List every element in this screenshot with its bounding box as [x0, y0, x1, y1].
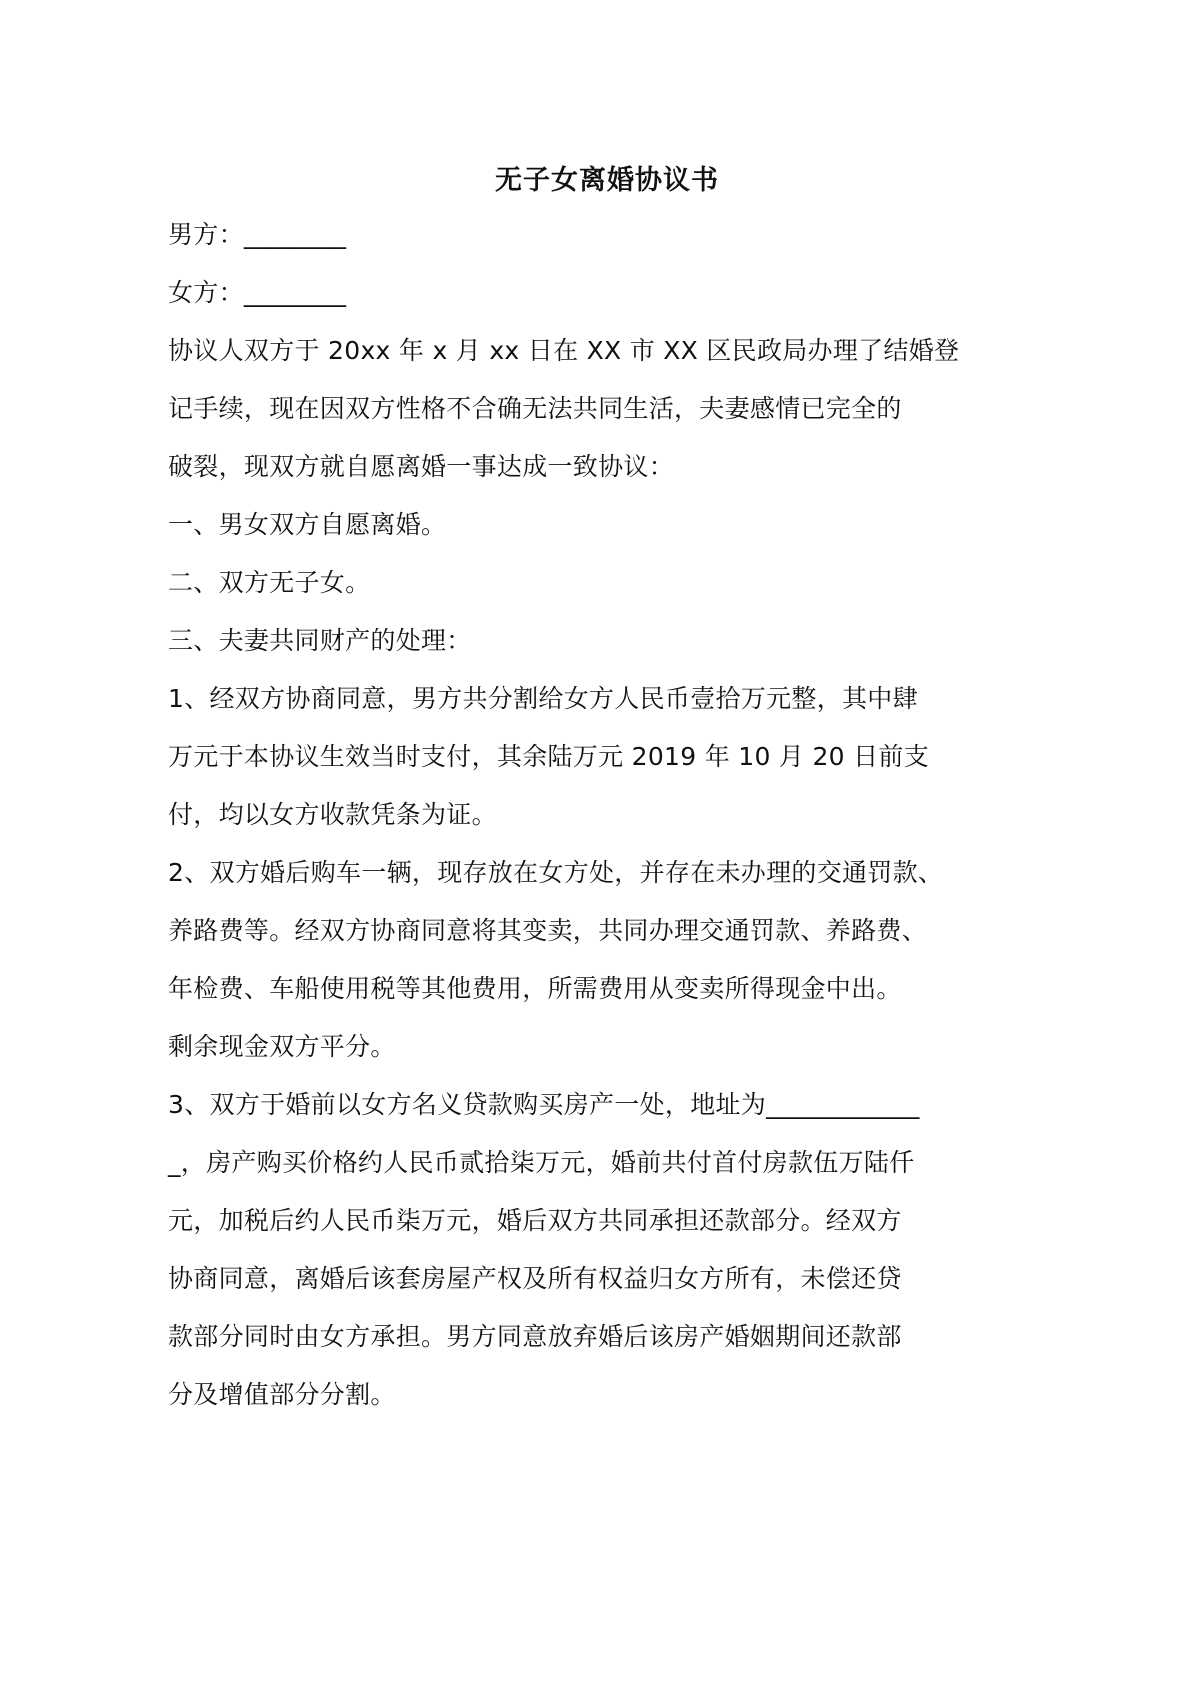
text-line: 万元于本协议生效当时支付，其余陆万元 2019 年 10 月 20 日前支: [168, 742, 930, 771]
text-line: 男方：________: [168, 220, 347, 249]
text-line: 破裂，现双方就自愿离婚一事达成一致协议：: [168, 452, 675, 481]
text-line: 付，均以女方收款凭条为证。: [168, 800, 497, 829]
text-line: 分及增值部分分割。: [168, 1380, 396, 1409]
text-line: 2、双方婚后购车一辆，现存放在女方处，并存在未办理的交通罚款、: [168, 858, 944, 887]
document-title: 无子女离婚协议书: [495, 165, 719, 196]
text-line: 款部分同时由女方承担。男方同意放弃婚后该房产婚姻期间还款部: [168, 1322, 902, 1351]
text-line: 协议人双方于 20xx 年 x 月 xx 日在 XX 市 XX 区民政局办理了结婚登: [168, 336, 960, 365]
text-line: 女方：________: [168, 278, 347, 307]
text-line: 二、双方无子女。: [168, 568, 371, 597]
text-line: _，房产购买价格约人民币贰拾柒万元，婚前共付首付房款伍万陆仟: [168, 1148, 915, 1177]
text-line: 剩余现金双方平分。: [168, 1032, 396, 1061]
text-line: 元，加税后约人民币柒万元，婚后双方共同承担还款部分。经双方: [168, 1206, 902, 1235]
text-line: 年检费、车船使用税等其他费用，所需费用从变卖所得现金中出。: [168, 974, 902, 1003]
text-line: 协商同意，离婚后该套房屋产权及所有权益归女方所有，未偿还贷: [168, 1264, 902, 1293]
text-line: 三、夫妻共同财产的处理：: [168, 626, 472, 655]
text-line: 3、双方于婚前以女方名义贷款购买房产一处，地址为____________: [168, 1090, 920, 1119]
text-line: 1、经双方协商同意，男方共分割给女方人民币壹拾万元整，其中肆: [168, 684, 918, 713]
text-line: 养路费等。经双方协商同意将其变卖，共同办理交通罚款、养路费、: [168, 916, 928, 945]
text-line: 记手续，现在因双方性格不合确无法共同生活，夫妻感情已完全的: [168, 394, 902, 423]
document-body: [168, 214, 958, 1432]
text-line: 一、男女双方自愿离婚。: [168, 510, 447, 539]
